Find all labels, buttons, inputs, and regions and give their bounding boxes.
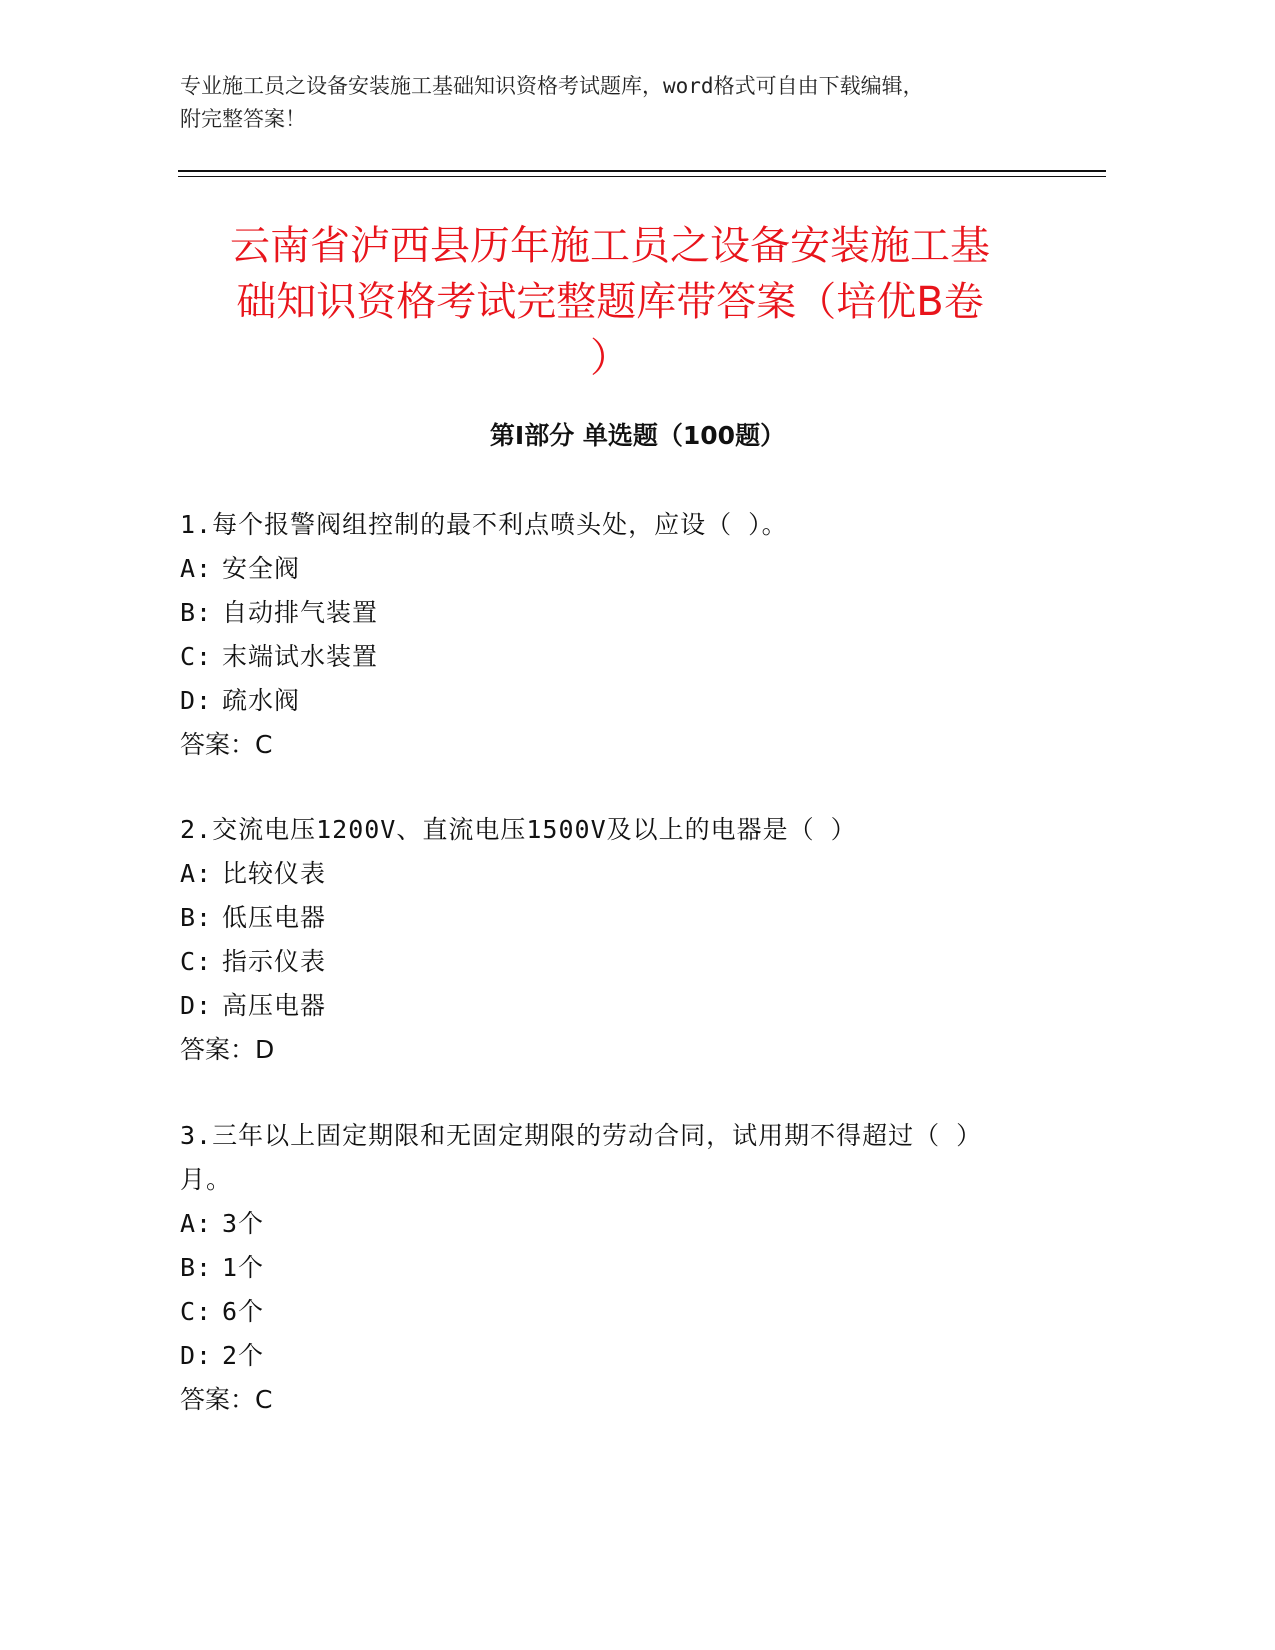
option-text: 自动排气装置 [222, 598, 379, 627]
option-text: 低压电器 [222, 903, 327, 932]
answer-line: 答案：D [180, 1035, 275, 1064]
option-d [180, 1334, 1040, 1378]
option-key: B: [180, 598, 213, 627]
option-key: D: [180, 991, 213, 1020]
option-key: C: [180, 1297, 213, 1326]
option-key: B: [180, 1253, 213, 1282]
option-c [180, 1290, 1040, 1334]
document-title [180, 218, 1040, 386]
option-d [180, 679, 1040, 723]
option-text: 高压电器 [222, 991, 327, 1020]
header-note-line-2: 附完整答案！ [180, 107, 306, 131]
document-title-line-2: 础知识资格考试完整题库带答案（培优B卷 [236, 279, 984, 325]
question-stem-line-2: 月。 [180, 1165, 233, 1194]
option-b [180, 1246, 1040, 1290]
option-a [180, 1202, 1040, 1246]
header-divider-thin [178, 176, 1106, 177]
option-key: B: [180, 903, 213, 932]
option-text: 疏水阀 [222, 686, 301, 715]
option-text: 比较仪表 [222, 859, 327, 888]
option-b [180, 591, 1040, 635]
option-key: D: [180, 686, 213, 715]
option-key: A: [180, 1209, 213, 1238]
option-c [180, 940, 1040, 984]
question-2 [180, 808, 1040, 1072]
option-a [180, 547, 1040, 591]
option-a [180, 852, 1040, 896]
option-text: 3个 [222, 1209, 265, 1238]
option-key: C: [180, 642, 213, 671]
option-text: 末端试水装置 [222, 642, 379, 671]
header-note [180, 70, 1040, 136]
option-key: D: [180, 1341, 213, 1370]
option-text: 1个 [222, 1253, 265, 1282]
document-title-line-3: ） [590, 335, 630, 381]
option-key: A: [180, 554, 213, 583]
option-c [180, 635, 1040, 679]
option-d [180, 984, 1040, 1028]
option-b [180, 896, 1040, 940]
option-key: A: [180, 859, 213, 888]
answer-line: 答案：C [180, 1385, 273, 1414]
option-key: C: [180, 947, 213, 976]
answer-line: 答案：C [180, 730, 273, 759]
question-stem: 1.每个报警阀组控制的最不利点喷头处，应设（ ）。 [180, 510, 788, 539]
question-1 [180, 503, 1040, 767]
question-stem-line-1: 3.三年以上固定期限和无固定期限的劳动合同，试用期不得超过（ ） [180, 1121, 983, 1150]
option-text: 2个 [222, 1341, 265, 1370]
header-note-line-1: 专业施工员之设备安装施工基础知识资格考试题库，word格式可自由下载编辑， [180, 74, 924, 98]
question-stem: 2.交流电压1200V、直流电压1500V及以上的电器是（ ） [180, 815, 857, 844]
document-title-line-1: 云南省泸西县历年施工员之设备安装施工基 [230, 223, 990, 269]
option-text: 6个 [222, 1297, 265, 1326]
question-3 [180, 1114, 1040, 1422]
header-divider-thick [178, 170, 1106, 172]
section-heading: 第I部分 单选题（100题） [489, 421, 786, 450]
option-text: 安全阀 [222, 554, 301, 583]
option-text: 指示仪表 [222, 947, 327, 976]
